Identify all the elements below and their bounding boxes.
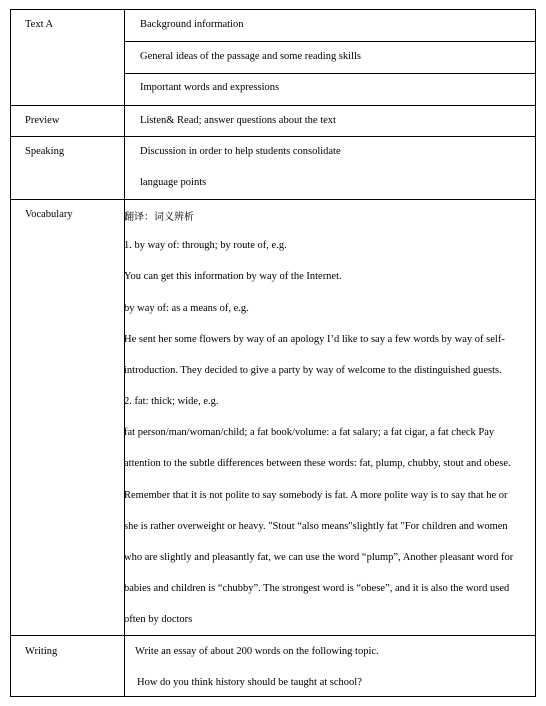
vocabulary-line: He sent her some flowers by way of an apology I’d like to say a few words by way of self- [124, 334, 505, 345]
vocabulary-line: fat person/man/woman/child; a fat book/volume: a fat salary; a fat cigar, a fat check Pay [124, 427, 495, 438]
section-label-text-a: Text A [25, 19, 54, 30]
vocabulary-line: Remember that it is not polite to say somebody is fat. A more polite way is to say that he or [124, 490, 508, 501]
subrow-divider [124, 41, 535, 42]
section-label-preview: Preview [25, 115, 60, 126]
row-text-a [11, 10, 535, 105]
vocabulary-line: she is rather overweight or heavy. "Stout “also means"slightly fat "For children and women [124, 521, 508, 532]
vocabulary-line: who are slightly and pleasantly fat, we can use the word “plump”, Another pleasant word for [124, 552, 514, 563]
column-divider [124, 10, 125, 105]
vocabulary-line: 1. by way of: through; by route of, e.g. [124, 240, 287, 251]
writing-prompt: Write an essay of about 200 words on the following topic. [135, 646, 379, 657]
section-label-vocabulary: Vocabulary [25, 209, 73, 220]
row-preview [11, 105, 535, 136]
preview-item-listen-read: Listen& Read; answer questions about the text [140, 115, 336, 126]
writing-topic: How do you think history should be taught at school? [137, 677, 362, 688]
vocabulary-line: 2. fat: thick; wide, e.g. [124, 396, 219, 407]
row-speaking [11, 136, 535, 199]
speaking-line: language points [140, 177, 207, 188]
column-divider [124, 636, 125, 696]
speaking-line: Discussion in order to help students consolidate [140, 146, 341, 157]
vocabulary-line: babies and children is “chubby”. The strongest word is “obese”, and it is also the word used [124, 583, 510, 594]
section-label-speaking: Speaking [25, 146, 65, 157]
row-writing [11, 635, 535, 696]
lesson-plan-table [10, 9, 536, 697]
text-a-item-background: Background information [140, 19, 244, 30]
column-divider [124, 200, 125, 635]
vocabulary-line: often by doctors [124, 614, 193, 625]
row-vocabulary [11, 199, 535, 635]
text-a-item-general-ideas: General ideas of the passage and some reading skills [140, 51, 362, 62]
subrow-divider [124, 73, 535, 74]
vocabulary-line: introduction. They decided to give a party by way of welcome to the distinguished guests. [124, 365, 502, 376]
section-label-writing: Writing [25, 646, 58, 657]
text-a-item-important-words: Important words and expressions [140, 82, 280, 93]
column-divider [124, 106, 125, 136]
vocabulary-line: by way of: as a means of, e.g. [124, 303, 249, 314]
vocabulary-line: You can get this information by way of the Internet. [124, 271, 342, 282]
column-divider [124, 137, 125, 199]
vocabulary-heading-translation: 翻译：词义辨析 [124, 212, 194, 223]
vocabulary-line: attention to the subtle differences between these words: fat, plump, chubby, stout and obese. [124, 458, 511, 469]
